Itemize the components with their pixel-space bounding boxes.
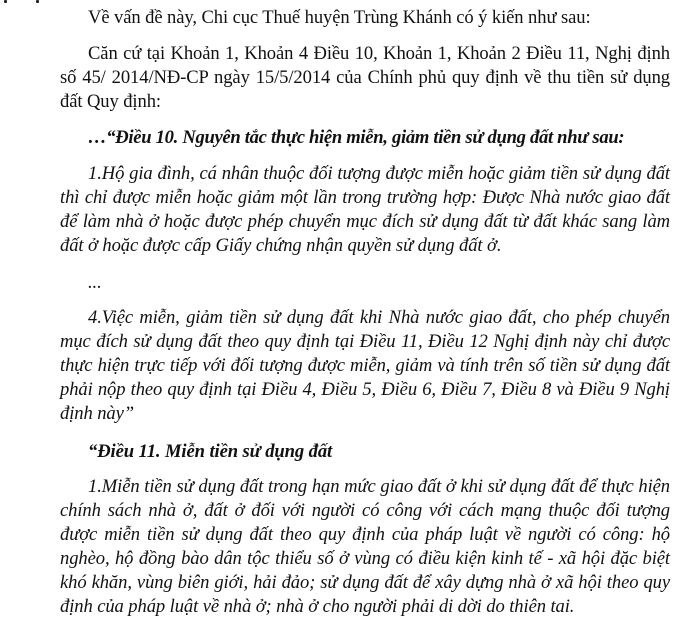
article-10-heading: …“Điều 10. Nguyên tắc thực hiện miễn, giảm tiền sử dụng đất như sau: — [88, 127, 625, 148]
article-11-heading: “Điều 11. Miễn tiền sử dụng đất — [88, 441, 333, 462]
article-10-clause-4: 4.Việc miễn, giảm tiền sử dụng đất khi Nhà nước giao đất, cho phép chuyển mục đích sử dụng đất theo quy định tại Điều 11, Điều 12 Nghị định này chỉ được thực hiện trực tiếp với đối tượng được miễn, giảm và tính trên số tiền sử dụng đất phải nộp theo quy định tại Điều 4, Điều 5, Điều 6, Điều 7, Điều 8 và Điều 9 Nghị định này” — [60, 307, 670, 424]
article-11-clause-1: 1.Miễn tiền sử dụng đất trong hạn mức giao đất ở khi sử dụng đất để thực hiện chính sách nhà ở, đất ở đối với người có công với cách mạng thuộc đối tượng được miễn tiền sử dụng đất theo quy định của pháp luật về người có công: hộ nghèo, hộ đồng bào dân tộc thiểu số ở vùng có điều kiện kinh tế - xã hội đặc biệt khó khăn, vùng biên giới, hải đảo; sử dụng đất để xây dựng nhà ở xã hội theo quy định của pháp luật về nhà ở; nhà ở cho người phải di dời do thiên tai. — [60, 476, 670, 617]
paragraph-intro: Về vấn đề này, Chi cục Thuế huyện Trùng Khánh có ý kiến như sau: — [88, 7, 591, 28]
article-10-clause-1: 1.Hộ gia đình, cá nhân thuộc đối tượng được miễn hoặc giảm tiền sử dụng đất thì chỉ được miễn hoặc giảm một lần trong trường hợp: Được Nhà nước giao đất để làm nhà ở hoặc được phép chuyển mục đích sử dụng đất từ đất khác sang làm đất ở hoặc được cấp Giấy chứng nhận quyền sử dụng đất ở. — [60, 163, 670, 256]
ellipsis: ... — [88, 272, 102, 293]
paragraph-legal-basis: Căn cứ tại Khoản 1, Khoản 4 Điều 10, Khoản 1, Khoản 2 Điều 11, Nghị định số 45/ 2014/NĐ-CP ngày 15/5/2014 của Chính phủ quy định về thu tiền sử dụng đất Quy định: — [60, 43, 670, 112]
top-edge-marks — [0, 0, 60, 3]
